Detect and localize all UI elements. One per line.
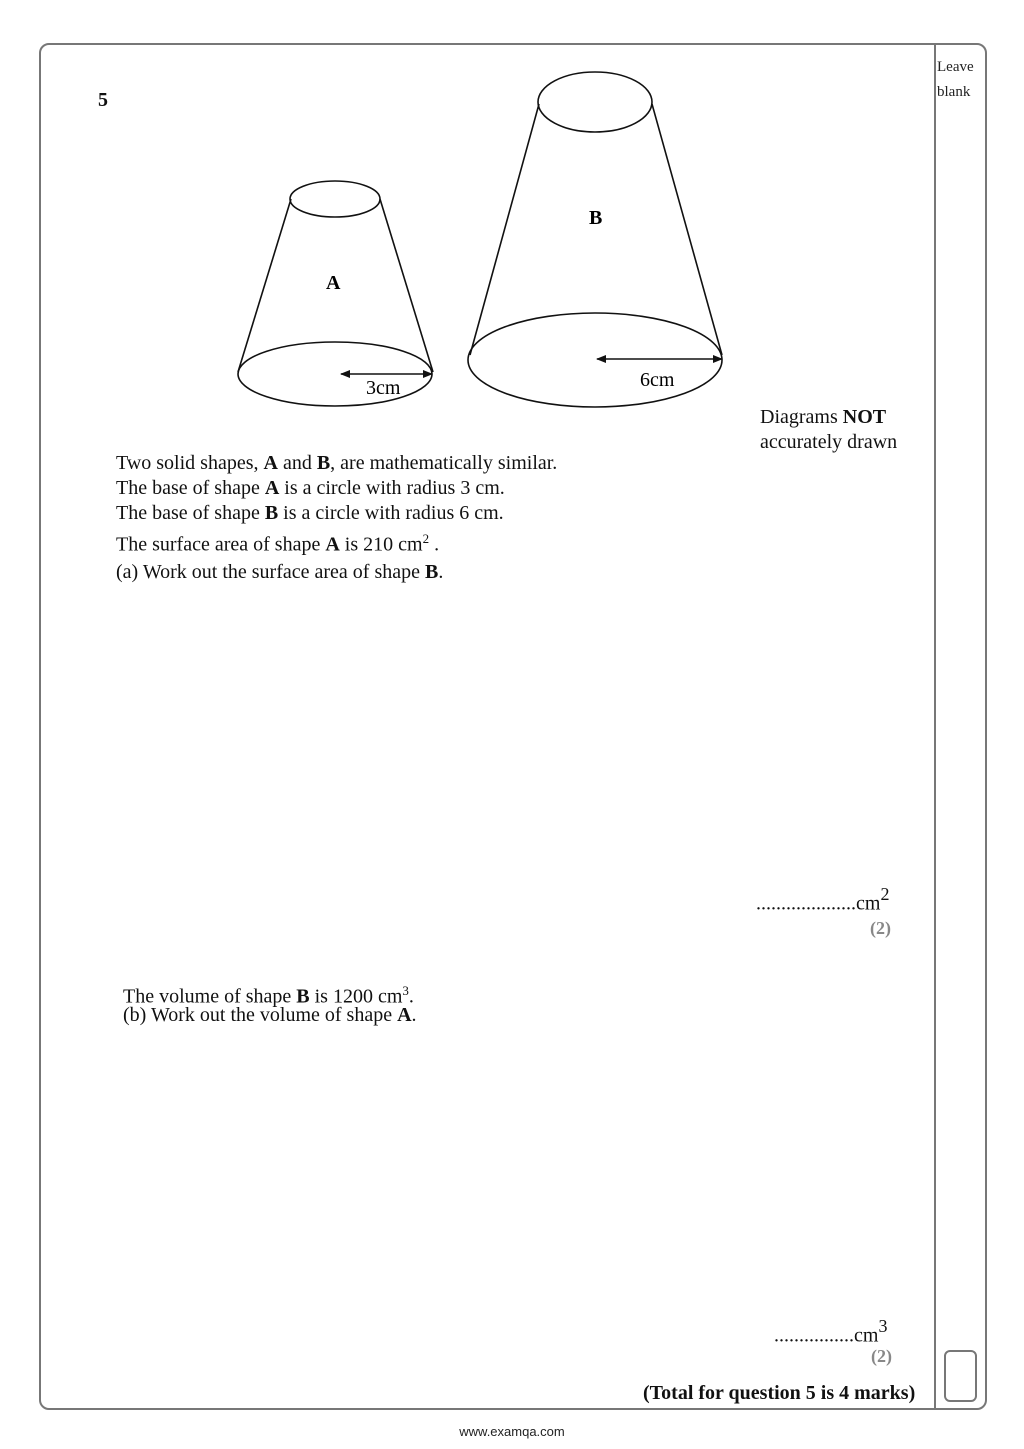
part-b-marks: (2) (871, 1346, 892, 1366)
question-total: (Total for question 5 is 4 marks) (643, 1382, 916, 1404)
diagram-note-line1: Diagrams NOT (760, 406, 887, 428)
stem-line-4: The surface area of shape A is 210 $cm^2$ . (116, 531, 440, 556)
shape-b-label: B (589, 207, 603, 229)
radius-b-label: 6cm (640, 369, 675, 391)
shape-b-left-side (470, 104, 539, 355)
leave-blank-label-2: blank (937, 84, 971, 100)
stem-line-2: The base of shape A is a circle with radius 3 cm. (116, 477, 505, 499)
shape-b (468, 72, 722, 407)
footer-url: www.examqa.com (459, 1424, 565, 1439)
leave-blank-label-1: Leave (937, 59, 974, 75)
score-box[interactable] (944, 1350, 977, 1402)
part-a-answer-line[interactable]: $....................cm^2$ (756, 884, 890, 915)
part-a-question: (a) Work out the surface area of shape B. (116, 561, 444, 583)
radius-a-label: 3cm (366, 377, 401, 399)
part-b-answer-line[interactable]: $................cm^3$ (774, 1316, 888, 1347)
shape-b-top (538, 72, 652, 132)
stem-line-1: Two solid shapes, A and B, are mathematically similar. (116, 452, 558, 474)
shape-a-label: A (326, 272, 341, 294)
shape-a-top (290, 181, 380, 217)
shape-b-right-side (652, 104, 722, 355)
part-b-intro: The volume of shape B is 1200 $cm^3$. (123, 983, 414, 1008)
diagram-note-line2: accurately drawn (760, 431, 898, 453)
shape-b-base (468, 313, 722, 407)
shape-a-right-side (380, 199, 433, 372)
stem-line-3: The base of shape B is a circle with radius 6 cm. (116, 502, 504, 524)
part-a-marks: (2) (870, 918, 891, 938)
question-number: 5 (98, 89, 108, 111)
part-b-question: (b) Work out the volume of shape A. (123, 1004, 417, 1026)
shape-a-left-side (238, 199, 291, 372)
